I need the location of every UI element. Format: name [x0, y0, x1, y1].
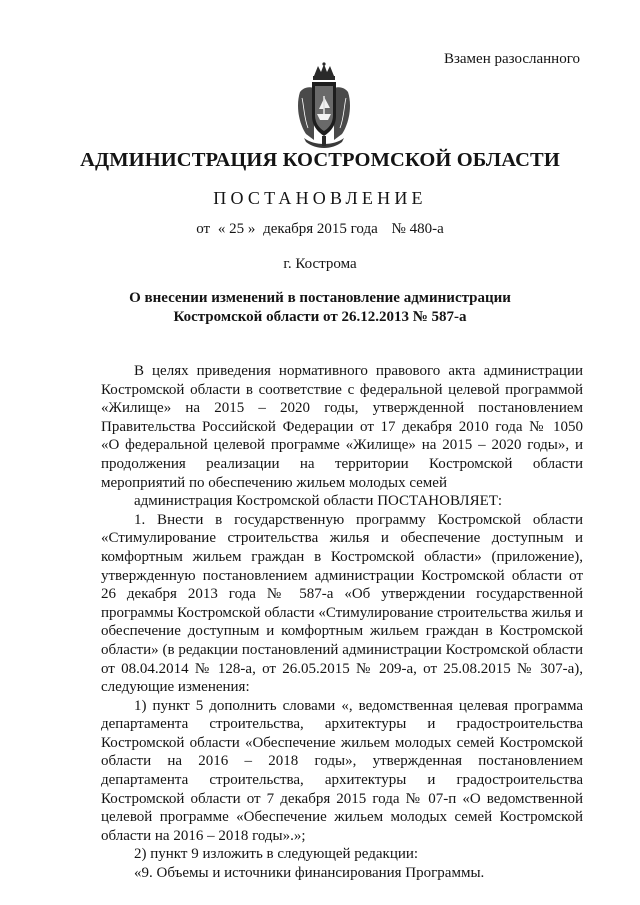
paragraph-item-1 — [101, 511, 583, 697]
paragraph-preamble — [101, 362, 583, 492]
text-line: Костромской области в соответствие с федеральной целевой программой — [101, 381, 583, 398]
text-line: программы Костромской области «Стимулирование строительства жилья и — [101, 604, 583, 621]
text-line: мероприятий по обеспечению жильем молодых семей — [101, 474, 447, 491]
text-line: 1. Внести в государственную программу Костромской области — [134, 511, 583, 528]
date-line — [0, 221, 640, 238]
subject-line: О внесении изменений в постановление администрации — [129, 290, 511, 306]
text-line: продолжения реализации на территории Костромской области — [101, 455, 583, 472]
text-line: департамента строительства, архитектуры и градостроительства — [101, 772, 583, 789]
document-type: ПОСТАНОВЛЕНИЕ — [213, 188, 427, 208]
text-line: В целях приведения нормативного правового акта администрации — [134, 363, 583, 379]
text-line: Костромской области от 7 декабря 2015 года № 07-п «О ведомственной — [101, 790, 583, 807]
text-line: области» (в редакции постановлений администрации Костромской области — [101, 641, 583, 658]
text-line: Костромской области «Обеспечение жильем молодых семей Костромской — [101, 734, 583, 751]
text-line: Правительства Российской Федерации от 17 декабря 2010 года № 1050 — [101, 418, 583, 435]
coat-of-arms-icon — [292, 62, 356, 150]
paragraph-subitem-1 — [101, 697, 583, 846]
text-line: области на 2016 – 2018 годы».»; — [101, 827, 306, 844]
text-line: 26 декабря 2013 года № 587-а «Об утверждении государственной — [101, 586, 583, 603]
date-prefix: от — [196, 221, 211, 237]
text-line: обеспечение доступным и комфортным жильем граждан в Костромской — [101, 623, 583, 640]
paragraph-quote-start: «9. Объемы и источники финансирования Программы. — [134, 865, 485, 882]
text-line: следующие изменения: — [101, 679, 250, 696]
document-body — [101, 362, 583, 883]
text-line: «Стимулирование строительства жилья и обеспечение доступным и — [101, 530, 583, 547]
paragraph-subitem-2: 2) пункт 9 изложить в следующей редакции: — [134, 846, 419, 863]
paragraph-resolves: администрация Костромской области ПОСТАНОВЛЯЕТ: — [134, 493, 503, 510]
text-line: 1) пункт 5 дополнить словами «, ведомственная целевая программа — [134, 697, 583, 714]
text-line: департамента строительства, архитектуры и градостроительства — [101, 716, 583, 733]
text-line: от 08.04.2014 № 128-а, от 26.05.2015 № 209-а, от 25.08.2015 № 307-а), — [101, 660, 583, 677]
text-line: «Жилище» на 2015 – 2020 годы, утвержденной постановлением — [101, 400, 583, 417]
organization-title: АДМИНИСТРАЦИЯ КОСТРОМСКОЙ ОБЛАСТИ — [80, 149, 560, 171]
text-line: области на 2016 – 2018 годы», утвержденная постановлением — [101, 753, 583, 770]
date-rest: декабря 2015 года — [263, 221, 378, 237]
city: г. Кострома — [283, 256, 357, 272]
document-number: № 480-а — [391, 221, 444, 237]
text-line: комфортным жильем граждан в Костромской области» (приложение), — [101, 548, 583, 565]
document-subject — [100, 289, 540, 327]
stamp-text: Взамен разосланного — [443, 51, 580, 67]
text-line: целевой программе «Обеспечение жильем молодых семей Костромской — [101, 809, 583, 826]
date-day: « 25 » — [217, 221, 256, 237]
text-line: утвержденную постановлением администрации Костромской области от — [101, 567, 583, 584]
text-line: «О федеральной целевой программе «Жилище» на 2015 – 2020 годы», и — [101, 437, 583, 454]
subject-line: Костромской области от 26.12.2013 № 587-а — [173, 309, 467, 325]
